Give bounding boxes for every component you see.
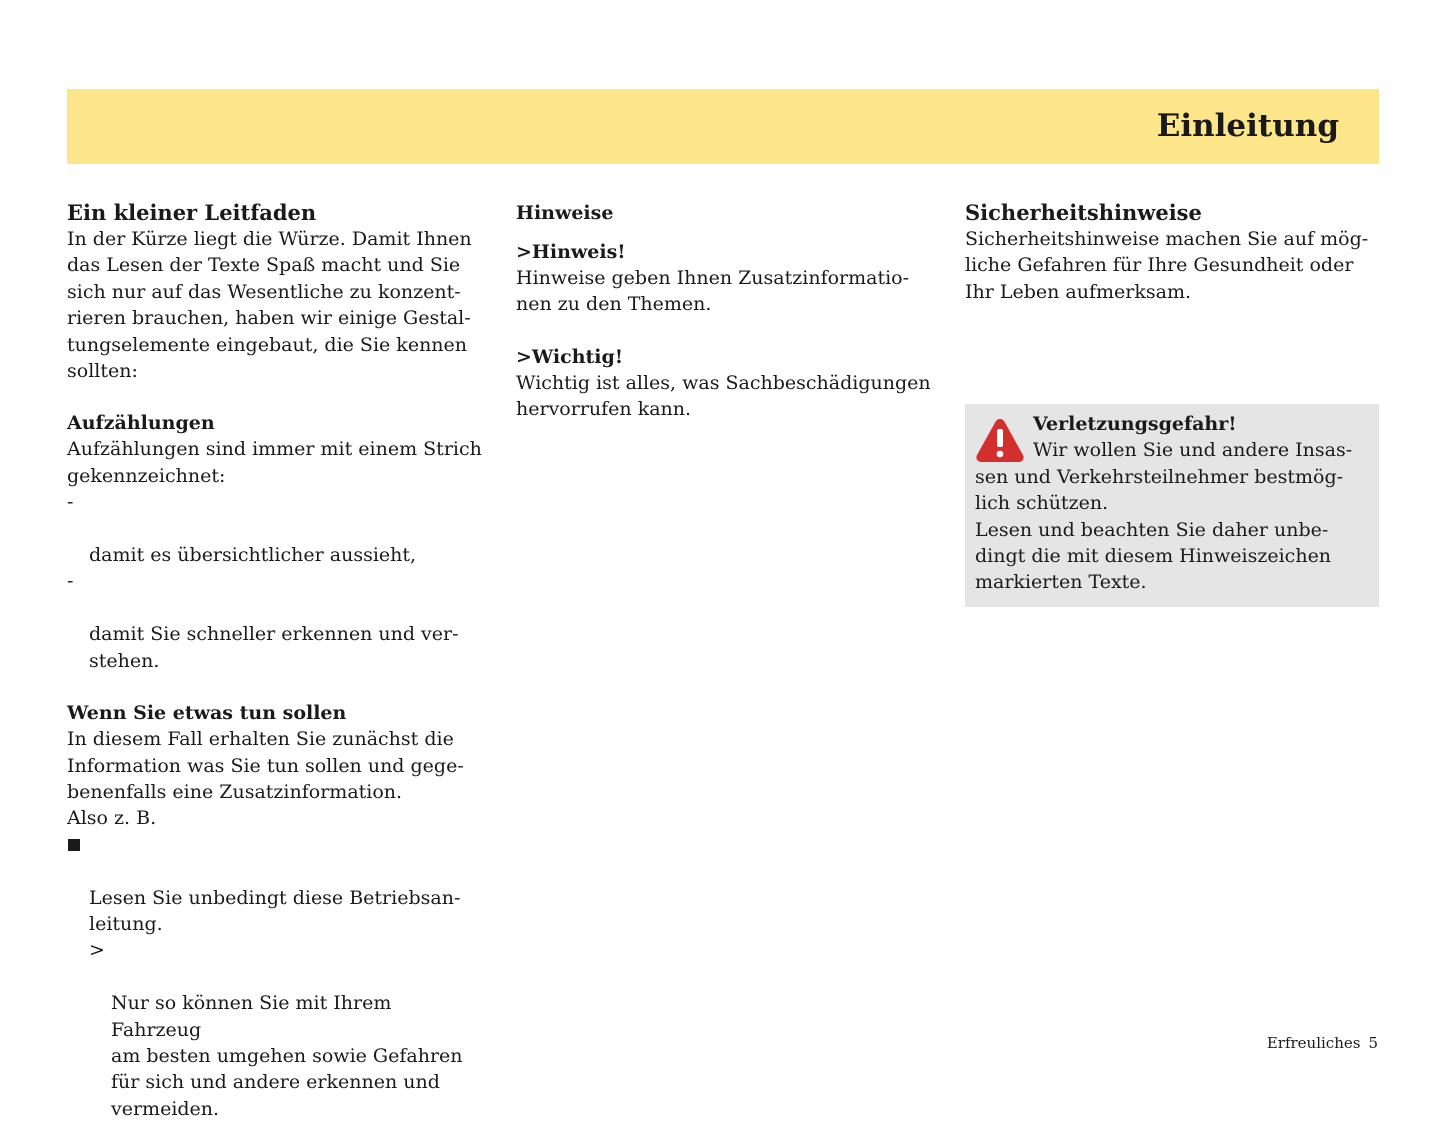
sicherheitshinweise-text: Sicherheitshinweise machen Sie auf mög- liche Gefahren für Ihre Gesundheit oder Ihr Leben aufmerksam. xyxy=(965,228,1369,303)
warning-text: sen und Verkehrsteilnehmer bestmög- lich schützen. Lesen und beachten Sie daher unbe- dingt die mit diesem Hinweiszeichen markierten Texte. xyxy=(975,465,1344,594)
wichtig-text: Wichtig ist alles, was Sachbeschädigungen hervorrufen kann. xyxy=(516,371,931,421)
footer-section-label: Erfreuliches xyxy=(1266,1034,1361,1052)
action-step-item xyxy=(67,832,487,938)
dash-bullet: - xyxy=(67,570,74,593)
page-title: Einleitung xyxy=(1156,108,1339,144)
column-sicherheitshinweise xyxy=(965,200,1379,305)
hinweis-label: >Hinweis! xyxy=(516,241,626,263)
tun-heading: Wenn Sie etwas tun sollen xyxy=(67,702,347,725)
header-band xyxy=(67,89,1379,164)
wichtig-label: >Wichtig! xyxy=(516,345,624,368)
dash-item-text: damit es übersichtlicher aussieht, xyxy=(89,544,417,567)
warning-triangle-icon xyxy=(975,417,1025,463)
aufzaehlungen-text: Aufzählungen sind immer mit einem Strich gekennzeichnet: xyxy=(67,438,482,487)
arrow-bullet-icon: > xyxy=(89,939,105,962)
dash-item-text: damit Sie schneller erkennen und ver- stehen. xyxy=(89,623,459,672)
dash-bullet: - xyxy=(67,491,74,514)
action-step-text: Lesen Sie unbedingt diese Betriebsan- leitung. xyxy=(89,886,461,935)
leitfaden-intro: In der Kürze liegt die Würze. Damit Ihnen das Lesen der Texte Spaß macht und Sie sich nur auf das Wesentliche zu konzent- rieren brauchen, haben wir einige Gestal- tungselemente eingebaut, die Sie kennen sollten: xyxy=(67,228,472,383)
warning-title: Verletzungsgefahr! xyxy=(1033,413,1237,435)
sicherheitshinweise-heading: Sicherheitshinweise xyxy=(965,200,1202,225)
hinweise-heading: Hinweise xyxy=(516,202,614,224)
column-hinweise xyxy=(516,200,936,423)
dash-list-item xyxy=(67,489,487,568)
square-bullet-icon xyxy=(68,839,80,851)
hinweis-text: Hinweise geben Ihnen Zusatzinformatio- nen zu den Themen. xyxy=(516,267,910,316)
leitfaden-heading: Ein kleiner Leitfaden xyxy=(67,200,317,225)
warning-text-first-line: Wir wollen Sie und andere Insas- xyxy=(1033,439,1353,462)
result-item xyxy=(67,937,487,1122)
page-footer xyxy=(1267,1033,1378,1053)
column-leitfaden xyxy=(67,200,487,1122)
result-item-text: Nur so können Sie mit Ihrem Fahrzeug am besten umgehen sowie Gefahren für sich und andere erkennen und vermeiden. xyxy=(111,992,463,1120)
page-number: 5 xyxy=(1368,1034,1378,1052)
tun-text: In diesem Fall erhalten Sie zunächst die Information was Sie tun sollen und gege- benenfalls eine Zusatzinformation. Also z. B. xyxy=(67,728,464,830)
warning-box xyxy=(965,404,1379,607)
dash-list-item xyxy=(67,568,487,674)
aufzaehlungen-heading: Aufzählungen xyxy=(67,412,215,435)
